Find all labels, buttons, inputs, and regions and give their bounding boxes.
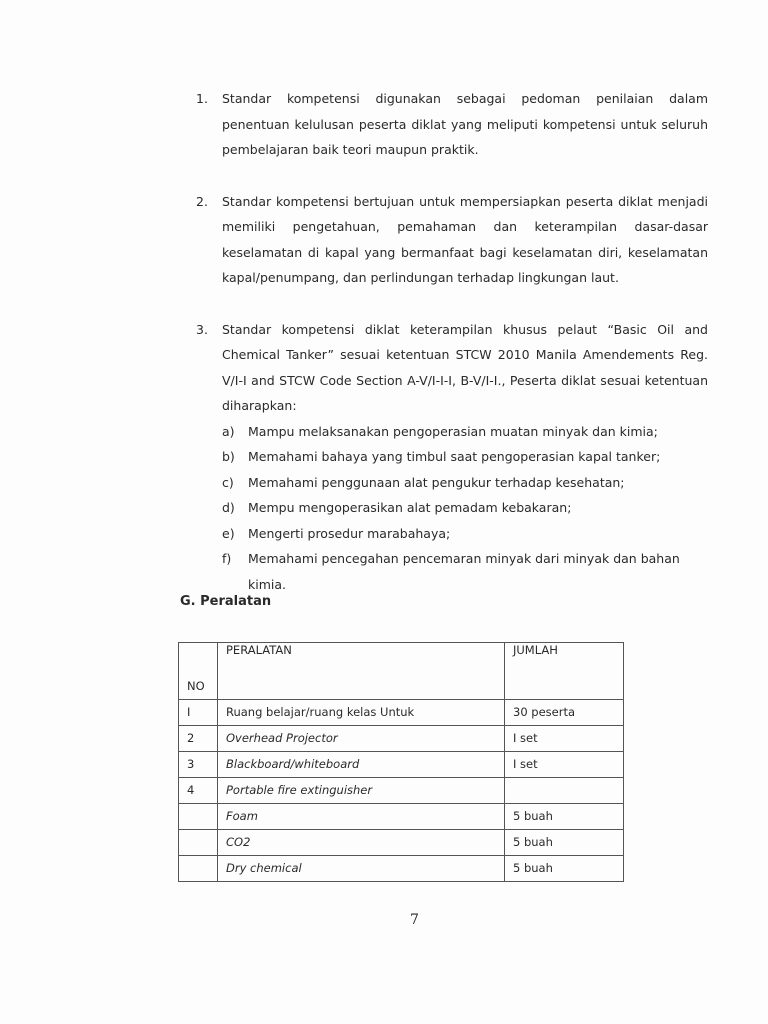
list-item xyxy=(196,86,708,163)
sub-item-text: Memahami penggunaan alat pengukur terhadap kesehatan; xyxy=(248,474,625,490)
cell-no: 4 xyxy=(179,778,218,804)
sub-item-letter: d) xyxy=(222,500,235,515)
table-row xyxy=(179,856,624,882)
sub-list-item xyxy=(222,495,708,521)
list-item-number: 3. xyxy=(196,321,208,337)
list-item xyxy=(196,189,708,291)
sub-list-item xyxy=(222,419,708,445)
cell-quantity: 5 buah xyxy=(505,856,624,882)
table-row xyxy=(179,726,624,752)
table-row xyxy=(179,778,624,804)
list-item-text: Standar kompetensi diklat keterampilan khusus pelaut “Basic Oil and Chemical Tanker” sesuai ketentuan STCW 2010 Manila Amendements Reg. V/I-I and STCW Code Section A-V/I-I-I, B-V/I-I., Peserta diklat sesuai ketentuan diharapkan: xyxy=(222,321,708,413)
sub-item-text: Memahami bahaya yang timbul saat pengoperasian kapal tanker; xyxy=(248,449,661,464)
header-equipment: PERALATAN xyxy=(218,643,505,700)
cell-quantity: 30 peserta xyxy=(505,700,624,726)
list-item xyxy=(196,317,708,598)
sub-list-item xyxy=(222,546,708,597)
sub-list-item xyxy=(222,470,708,496)
cell-no: 3 xyxy=(179,752,218,778)
table-row xyxy=(179,804,624,830)
sub-item-letter: e) xyxy=(222,525,235,541)
sub-list-item xyxy=(222,444,708,470)
table-row xyxy=(179,830,624,856)
cell-equipment: Overhead Projector xyxy=(218,726,505,752)
list-item-text: Standar kompetensi digunakan sebagai pedoman penilaian dalam penentuan kelulusan peserta diklat yang meliputi kompetensi untuk seluruh pembelajaran baik teori maupun praktik. xyxy=(222,91,708,157)
cell-no: I xyxy=(179,700,218,726)
cell-quantity: 5 buah xyxy=(505,830,624,856)
sub-item-text: Memahami pencegahan pencemaran minyak dari minyak dan bahan kimia. xyxy=(248,551,680,592)
header-no: NO xyxy=(179,643,218,700)
sub-item-letter: c) xyxy=(222,474,234,490)
cell-quantity: 5 buah xyxy=(505,804,624,830)
sub-item-text: Mampu melaksanakan pengoperasian muatan minyak dan kimia; xyxy=(248,423,658,439)
sub-item-letter: a) xyxy=(222,423,235,439)
list-item-text: Standar kompetensi bertujuan untuk mempersiapkan peserta diklat menjadi memiliki pengetahuan, pemahaman dan keterampilan dasar-dasar keselamatan di kapal yang bermanfaat bagi keselamatan diri, keselamatan kapal/penumpang, dan perlindungan terhadap lingkungan laut. xyxy=(222,193,708,285)
sub-item-text: Mempu mengoperasikan alat pemadam kebakaran; xyxy=(248,500,572,515)
sub-item-letter: f) xyxy=(222,551,232,566)
list-item-number: 2. xyxy=(196,193,208,209)
sub-item-text: Mengerti prosedur marabahaya; xyxy=(248,525,451,541)
cell-equipment: Ruang belajar/ruang kelas Untuk xyxy=(218,700,505,726)
competency-list xyxy=(196,86,708,623)
list-item-number: 1. xyxy=(196,91,208,106)
table-row xyxy=(179,700,624,726)
table-row xyxy=(179,752,624,778)
cell-no xyxy=(179,804,218,830)
cell-equipment: CO2 xyxy=(218,830,505,856)
cell-no: 2 xyxy=(179,726,218,752)
header-quantity: JUMLAH xyxy=(505,643,624,700)
cell-equipment: Dry chemical xyxy=(218,856,505,882)
cell-quantity: I set xyxy=(505,752,624,778)
equipment-table xyxy=(178,642,624,882)
section-heading: G. Peralatan xyxy=(180,594,272,609)
page-number: 7 xyxy=(410,912,419,928)
table-header-row xyxy=(179,643,624,700)
cell-quantity: I set xyxy=(505,726,624,752)
cell-no xyxy=(179,830,218,856)
cell-equipment: Foam xyxy=(218,804,505,830)
expected-outcomes-list xyxy=(222,419,708,598)
cell-quantity xyxy=(505,778,624,804)
sub-item-letter: b) xyxy=(222,449,235,464)
cell-no xyxy=(179,856,218,882)
cell-equipment: Portable fire extinguisher xyxy=(218,778,505,804)
cell-equipment: Blackboard/whiteboard xyxy=(218,752,505,778)
sub-list-item xyxy=(222,521,708,547)
